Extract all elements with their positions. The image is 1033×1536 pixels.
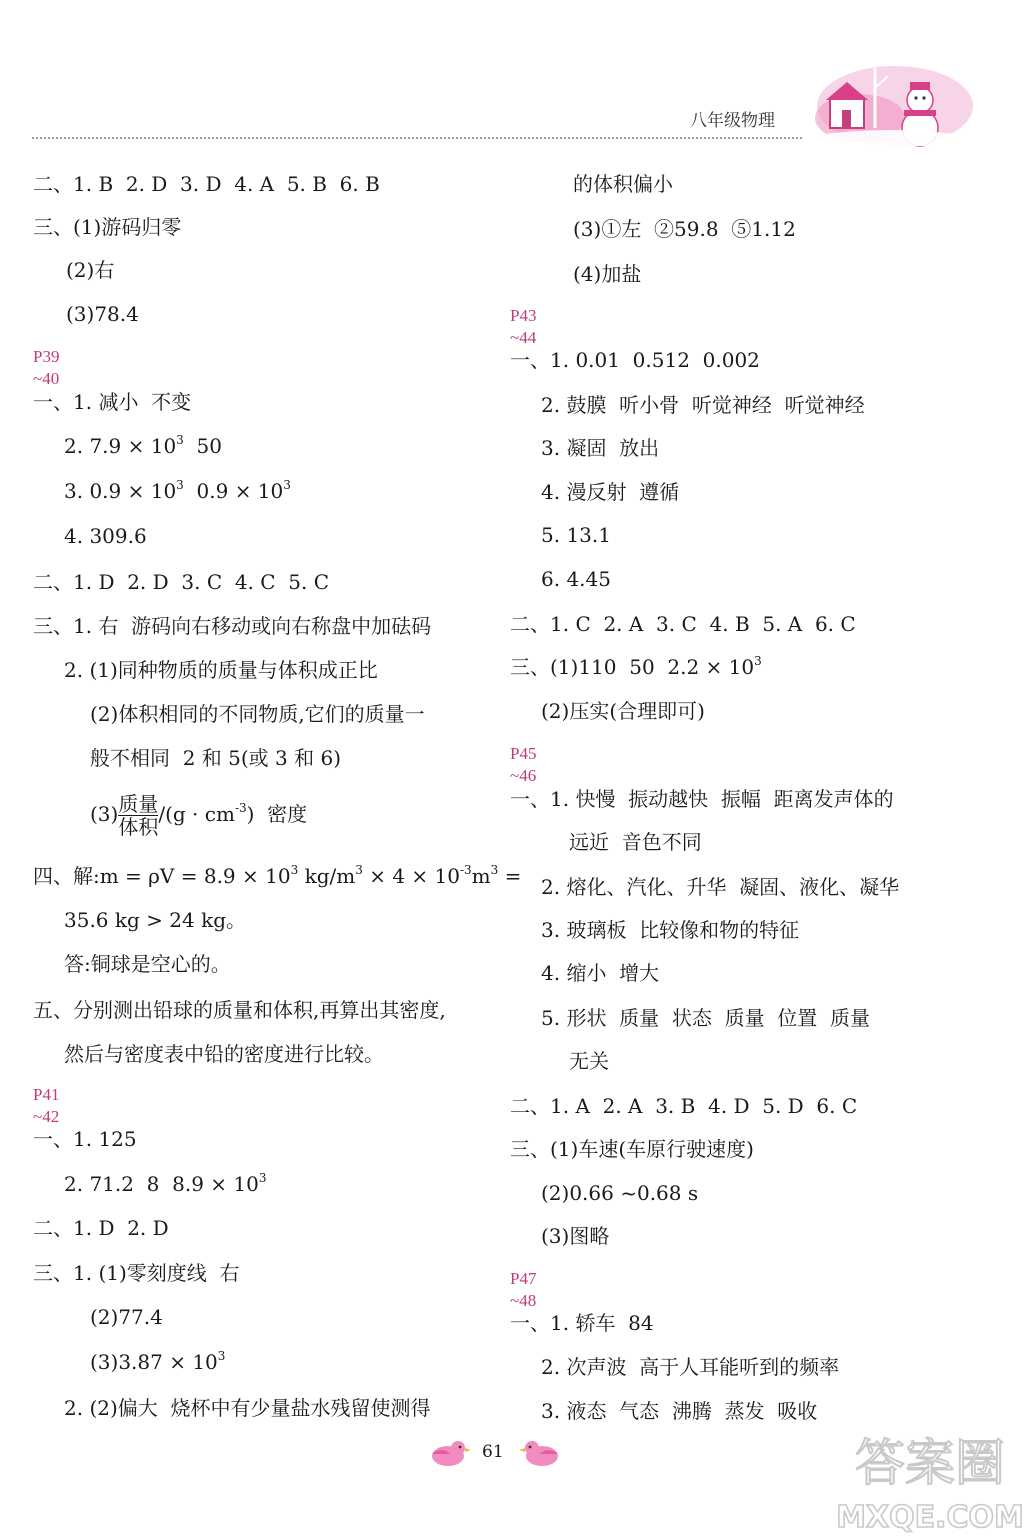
answer-line: 2. 71.2 8 $8.9 \times 10^3$	[64, 1171, 267, 1196]
answer-line: 3. 液态 气态 沸腾 蒸发 吸收	[541, 1399, 818, 1423]
answer-line: 5. 13.1	[541, 523, 611, 547]
answer-line: 三、1. (1)零刻度线 右	[33, 1261, 240, 1285]
watermark-bottom-text: MXQE.COM	[836, 1500, 1024, 1535]
section-heading: P45 ~46	[510, 744, 537, 785]
answer-line: 4. 漫反射 遵循	[541, 480, 680, 504]
answer-line: (4)加盐	[573, 262, 642, 286]
section-heading: P47 ~48	[510, 1269, 537, 1310]
section-heading: P43 ~44	[510, 306, 537, 347]
answer-line: 答:铜球是空心的。	[64, 952, 231, 976]
answer-line: 4. 309.6	[64, 524, 147, 548]
answer-line: 35.6 kg > 24 kg。	[64, 908, 247, 932]
answer-line: (3)图略	[541, 1224, 610, 1248]
answer-line: 一、1. 0.01 0.512 0.002	[510, 348, 760, 372]
answer-line: 6. 4.45	[541, 567, 611, 591]
answer-line: 远近 音色不同	[569, 830, 702, 854]
bird-left-icon	[428, 1438, 472, 1468]
answer-line: 5. 形状 质量 状态 质量 位置 质量	[541, 1006, 871, 1030]
answer-line: 2. (2)偏大 烧杯中有少量盐水残留使测得	[64, 1396, 431, 1420]
fraction: $\frac{\text{质量}}{\text{体积}}$	[118, 792, 159, 839]
answer-line: $(3)3.87 \times 10^3$	[90, 1349, 226, 1374]
answer-line: (2)压实(合理即可)	[541, 699, 705, 723]
answer-line: 三、(1)110 50 $2.2 \times 10^3$	[510, 654, 762, 679]
answer-line: 四、解:m = $\rho V = 8.9 \times 10^3$ $kg/m^3 \times 4 \times 10^{-3}m^3$ =	[33, 863, 522, 888]
watermark-logo	[830, 1425, 1030, 1535]
answer-line: 二、1. C 2. A 3. C 4. B 5. A 6. C	[510, 612, 856, 636]
answer-line: 然后与密度表中铅的密度进行比较。	[64, 1042, 384, 1066]
answer-line: 一、1. 快慢 振动越快 振幅 距离发声体的	[510, 787, 894, 811]
answer-line: 三、(1)游码归零	[33, 215, 182, 239]
answer-line: (3)78.4	[66, 302, 139, 326]
answer-line: 的体积偏小	[573, 172, 673, 196]
watermark-top-text: 答案圈	[855, 1434, 1005, 1492]
answer-line: 二、1. A 2. A 3. B 4. D 5. D 6. C	[510, 1094, 858, 1118]
answer-line: 二、1. B 2. D 3. D 4. A 5. B 6. B	[33, 172, 380, 196]
answer-line: 三、1. 右 游码向右移动或向右称盘中加砝码	[33, 614, 432, 638]
section-heading: P39 ~40	[33, 347, 60, 388]
answer-line: 一、1. 轿车 84	[510, 1311, 654, 1335]
answer-line: (2)0.66 ~0.68 s	[541, 1181, 699, 1205]
answer-line: 三、(1)车速(车原行驶速度)	[510, 1137, 754, 1161]
answer-line: 无关	[569, 1049, 609, 1073]
answer-line: 3. 凝固 放出	[541, 436, 660, 460]
answer-line: 二、1. D 2. D	[33, 1216, 169, 1240]
answer-line-fraction: (3) $\frac{\text{质量}}{\text{体积}}$ $/(g \cdot cm^{-3})$ 密度	[90, 792, 308, 839]
answer-line: 2. 熔化、汽化、升华 凝固、液化、凝华	[541, 875, 900, 899]
bird-right-icon	[518, 1438, 562, 1468]
header-title: 八年级物理	[690, 111, 775, 131]
answer-line: 2. 鼓膜 听小骨 听觉神经 听觉神经	[541, 393, 865, 417]
answer-line: 4. 缩小 增大	[541, 961, 660, 985]
answer-line: 般不相同 2 和 5(或 3 和 6)	[90, 746, 342, 770]
answer-line: 五、分别测出铅球的质量和体积,再算出其密度,	[33, 998, 446, 1022]
answer-line: 2. $7.9 \times 10^3$ 50	[64, 433, 222, 458]
answer-line: 一、1. 减小 不变	[33, 390, 192, 414]
section-heading: P41 ~42	[33, 1085, 60, 1126]
answer-line: (2)右	[66, 258, 115, 282]
answer-line: (3)①左 ②59.8 ⑤1.12	[573, 217, 796, 241]
answer-line: 二、1. D 2. D 3. C 4. C 5. C	[33, 570, 330, 594]
answer-line: 3. 玻璃板 比较像和物的特征	[541, 918, 800, 942]
header-divider	[32, 137, 802, 139]
snowman-illustration	[800, 58, 975, 150]
answer-line: (2)体积相同的不同物质,它们的质量一	[90, 702, 425, 726]
answer-line: 一、1. 125	[33, 1127, 137, 1151]
answer-line: 3. $0.9 \times 10^3$ $0.9 \times 10^3$	[64, 478, 291, 503]
page-number: 61	[482, 1442, 504, 1462]
answer-line: 2. 次声波 高于人耳能听到的频率	[541, 1355, 840, 1379]
answer-line: (2)77.4	[90, 1305, 163, 1329]
answer-line: 2. (1)同种物质的质量与体积成正比	[64, 658, 378, 682]
